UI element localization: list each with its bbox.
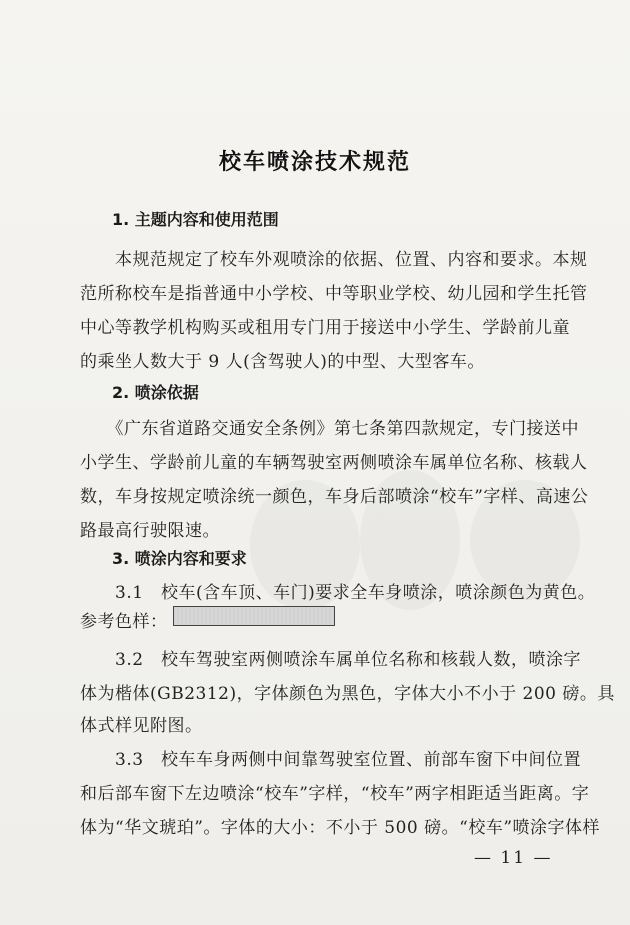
body-line: 体为“华文琥珀”。字体的大小：不小于 500 磅。“校车”喷涂字体样	[80, 818, 601, 838]
reference-color-swatch	[173, 606, 335, 626]
body-line: 范所称校车是指普通中小学校、中等职业学校、幼儿园和学生托管	[80, 284, 588, 304]
reference-color-label: 参考色样：	[80, 612, 168, 632]
section-heading-content: 3. 喷涂内容和要求	[112, 549, 247, 568]
body-line: 体式样见附图。	[80, 716, 203, 736]
body-line: 路最高行驶限速。	[80, 521, 220, 541]
body-line: 3.1 校车(含车顶、车门)要求全车身喷涂，喷涂颜色为黄色。	[80, 583, 596, 603]
body-line: 和后部车窗下左边喷涂“校车”字样，“校车”两字相距适当距离。字	[80, 784, 590, 804]
body-line: 3.3 校车车身两侧中间靠驾驶室位置、前部车窗下中间位置	[80, 750, 582, 770]
body-line: 3.2 校车驾驶室两侧喷涂车属单位名称和核载人数，喷涂字	[80, 650, 582, 670]
page-number: — 11 —	[474, 848, 553, 868]
body-line: 本规范规定了校车外观喷涂的依据、位置、内容和要求。本规	[80, 250, 588, 270]
section-heading-scope: 1. 主题内容和使用范围	[112, 210, 279, 229]
page-title: 校车喷涂技术规范	[218, 150, 411, 175]
body-line: 《广东省道路交通安全条例》第七条第四款规定，专门接送中	[80, 419, 579, 439]
body-line: 数，车身按规定喷涂统一颜色，车身后部喷涂“校车”字样、高速公	[80, 487, 589, 507]
body-line: 中心等教学机构购买或租用专门用于接送中小学生、学龄前儿童	[80, 318, 570, 338]
body-line: 的乘坐人数大于 9 人(含驾驶人)的中型、大型客车。	[80, 352, 485, 372]
body-line: 体为楷体(GB2312)，字体颜色为黑色，字体大小不小于 200 磅。具	[80, 684, 615, 704]
body-line: 小学生、学龄前儿童的车辆驾驶室两侧喷涂车属单位名称、核载人	[80, 453, 588, 473]
section-heading-basis: 2. 喷涂依据	[112, 383, 199, 402]
